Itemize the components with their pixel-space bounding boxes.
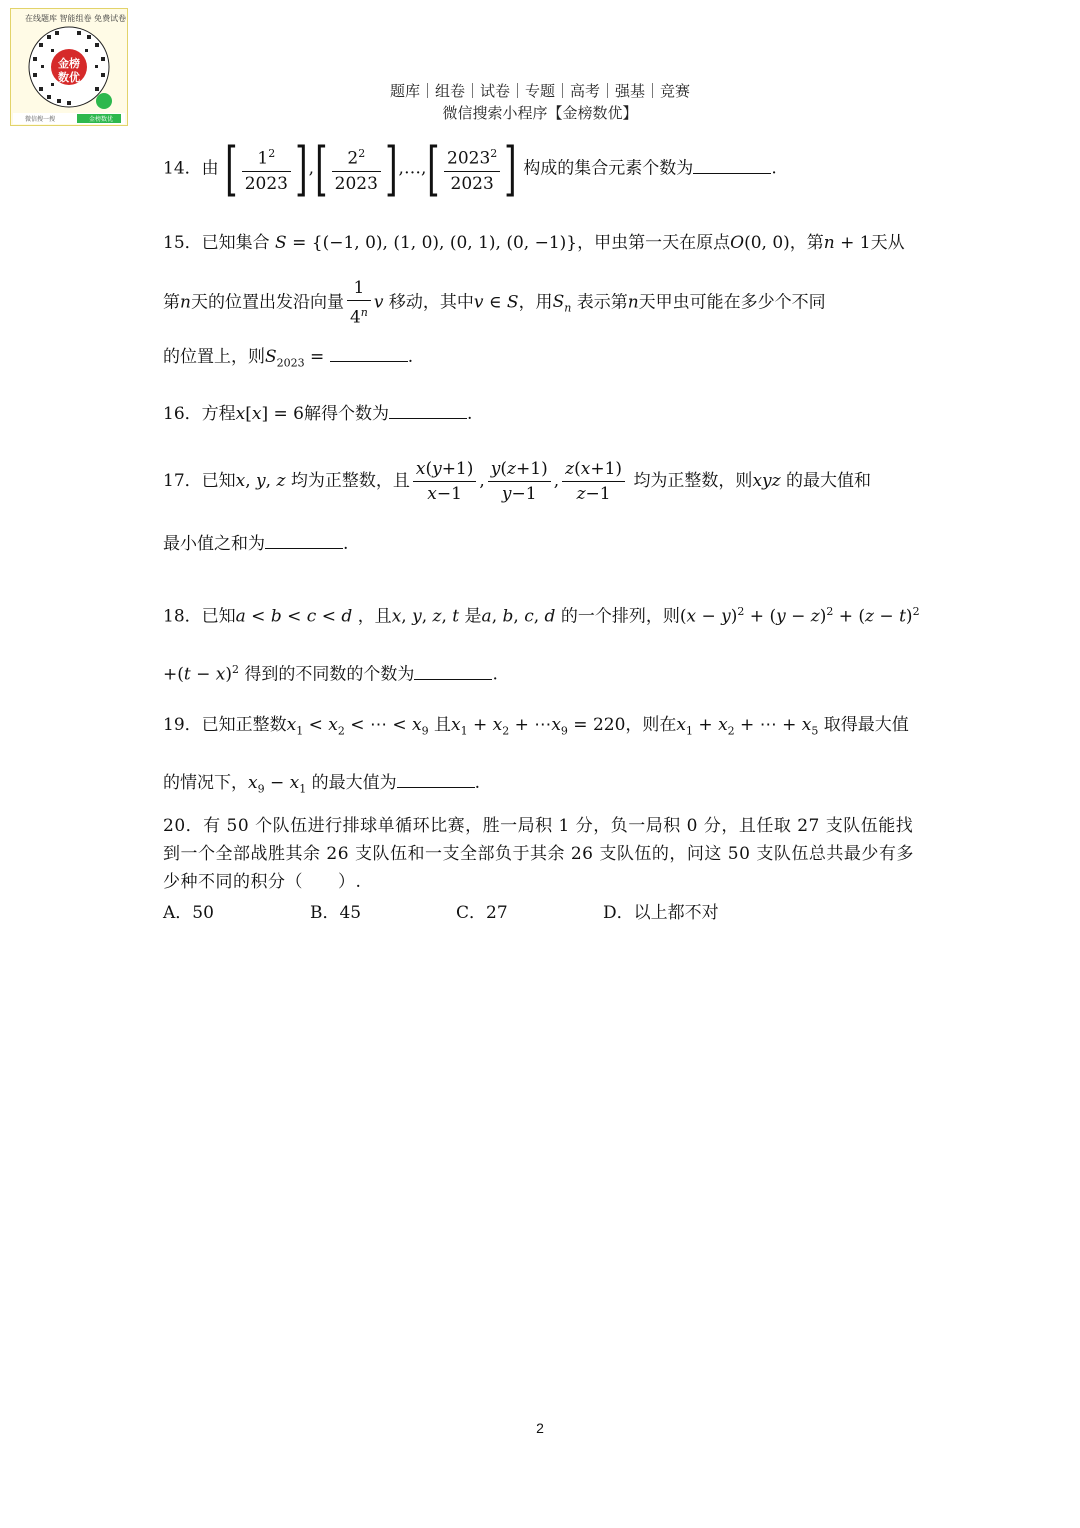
question-16: 16．方程x[x] = 6解得个数为 .	[163, 404, 473, 424]
option-c: C．27	[456, 903, 508, 923]
logo-text-line2: 数优	[58, 72, 80, 84]
answer-blank	[414, 665, 492, 680]
question-18-line2: $+(t - x)^2$ 得到的不同数的个数为 .	[163, 663, 498, 685]
answer-blank	[389, 404, 467, 419]
header-nav: 题库｜组卷｜试卷｜专题｜高考｜强基｜竞赛	[389, 82, 690, 100]
question-17-line1: 17．已知x, y, z 均为正整数，且 $\frac{x(y+1)}{x-1}$ , $\frac{y(z+1)}{y-1}$ , $\frac{z(x+1)}{z-1}$ 均为正整数，则xyz 的最大值和	[163, 459, 871, 504]
question-15-line2: 第n天的位置出发沿向量 $\frac{1}{4^n}$ v 移动，其中v ∈ S，用$S_n$ 表示第n天甲虫可能在多少个不同	[163, 278, 826, 328]
answer-blank	[693, 159, 771, 174]
logo-brand-name: 金榜数优	[89, 116, 114, 123]
question-14: 14．由 [ $\frac{1^2}{2023}$ ],[ $\frac{2^2}{2023}$ ],…,[ $\frac{2023^2}{2023}$ ] 构成的集合元素个数为 .	[163, 135, 777, 203]
option-d: D．以上都不对	[603, 903, 719, 923]
logo-text-line1: 金榜	[58, 58, 80, 70]
answer-blank	[397, 773, 475, 788]
header-subtitle: 微信搜索小程序【金榜数优】	[442, 104, 638, 122]
question-19-line2: 的情况下，$x_9 - x_1$ 的最大值为 .	[163, 773, 481, 796]
q14-tail: 构成的集合元素个数为	[523, 158, 694, 179]
answer-blank	[330, 347, 408, 362]
question-18-line1: 18．已知a < b < c < d ，且x, y, z, t 是a, b, c, d 的一个排列，则$(x - y)^2 + (y - z)^2 + (z - t)^2$	[163, 605, 920, 627]
question-19-line1: 19．已知正整数$x_1 < x_2$ < ⋯ < $x_9$ 且$x_1 + x_2$ + $\cdots x_9 = 220$，则在$x_1 + x_2$ + ⋯ + $x_5$ 取得最大值	[163, 715, 909, 738]
question-15-line3: 的位置上，则$S_{2023}$ = .	[163, 347, 414, 370]
option-b: B．45	[310, 903, 362, 923]
answer-blank	[265, 534, 343, 549]
question-15-line1: 15．已知集合 S = {(−1, 0), (1, 0), (0, 1), (0, −1)}，甲虫第一天在原点O(0, 0)，第n + 1天从	[163, 233, 905, 253]
question-17-line2: 最小值之和为 .	[163, 534, 349, 554]
logo-tagline: 在线题库 智能组卷 免费试卷	[25, 14, 127, 23]
q14-label: 14．由	[163, 158, 219, 179]
option-a: A．50	[163, 903, 214, 923]
question-20-text: 20．有 50 个队伍进行排球单循环比赛，胜一局积 1 分，负一局积 0 分，且任取 27 支队伍能找到一个全部战胜其余 26 支队伍和一支全部负于其余 26 支队伍的，问这 50 支队伍总共最少有多少种不同的积分（ ）.	[163, 816, 914, 892]
page-number: 2	[536, 1420, 544, 1436]
logo-wechat-search: 微信搜一搜	[25, 116, 56, 123]
